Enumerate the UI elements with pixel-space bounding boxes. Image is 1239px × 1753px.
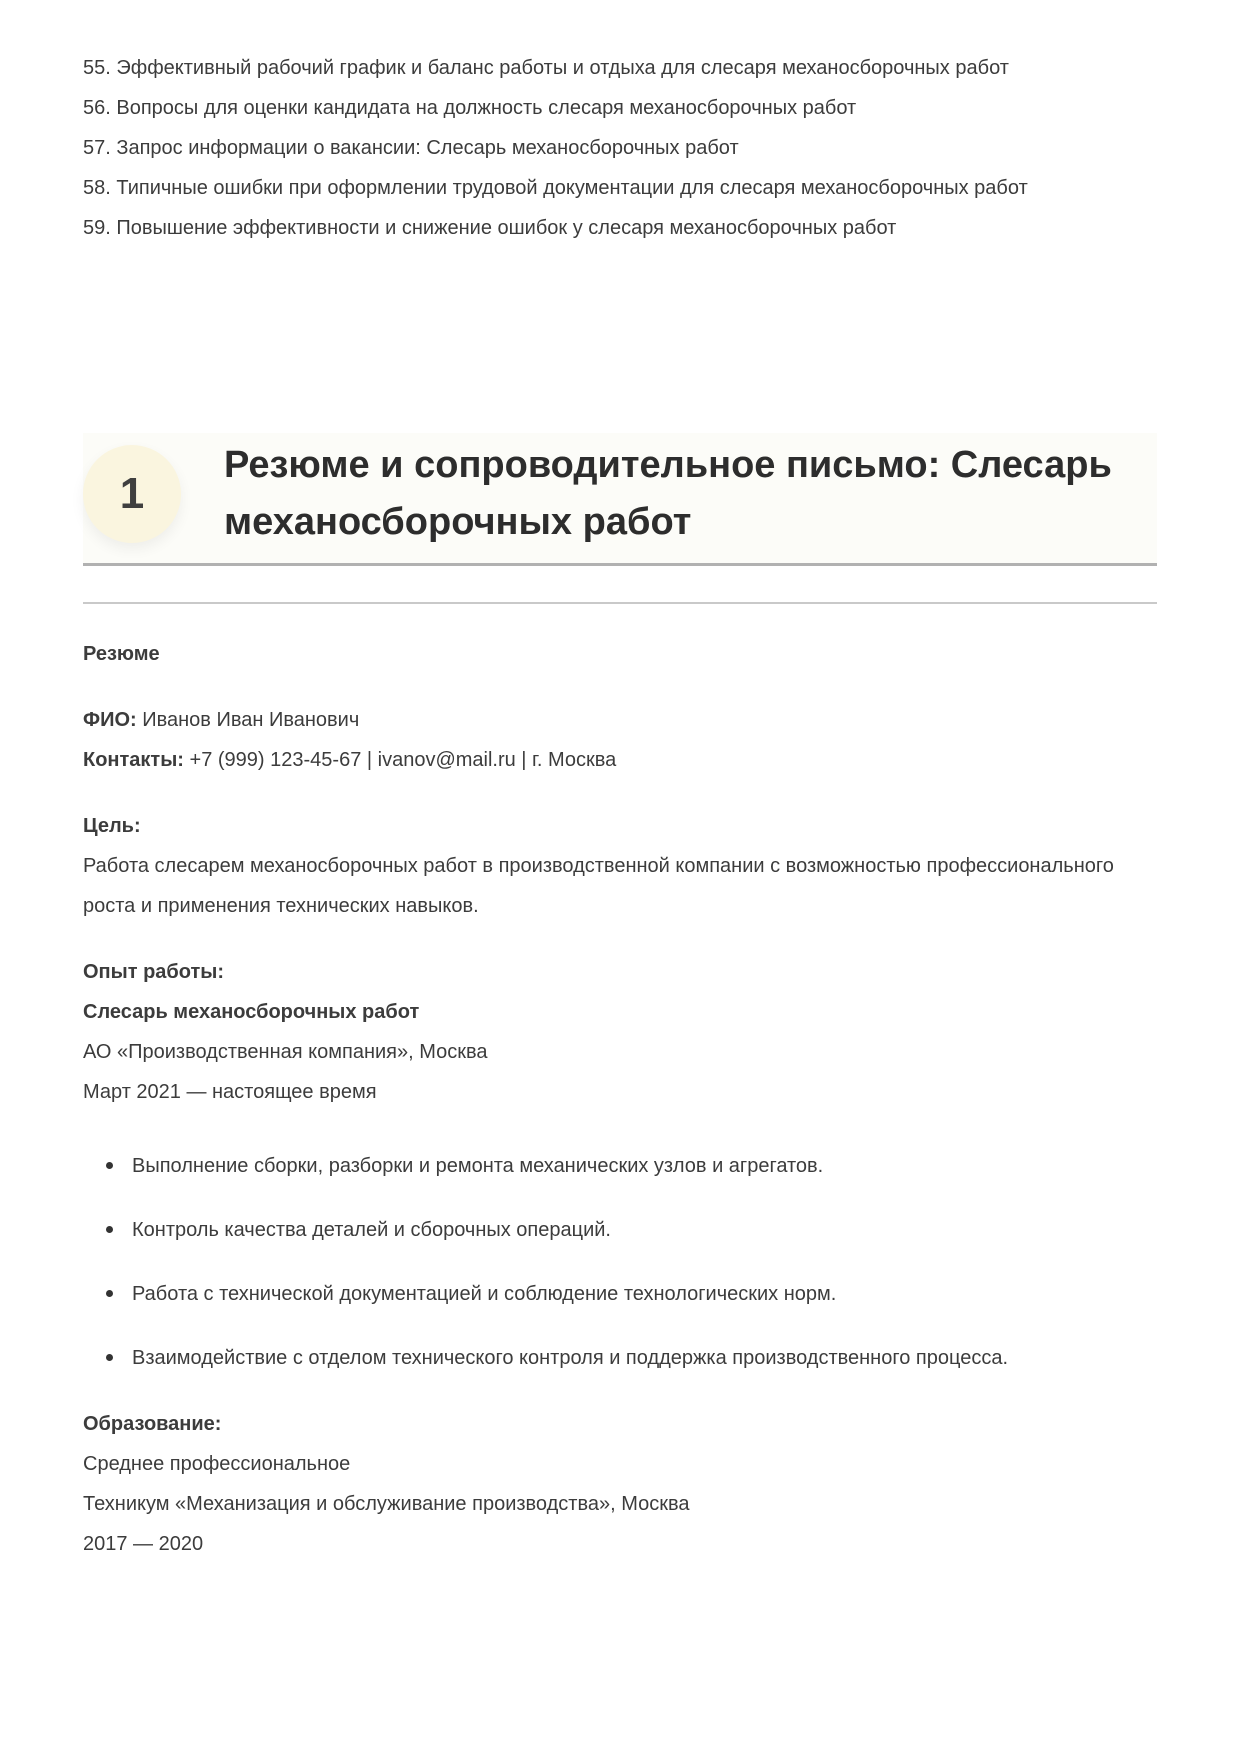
fio-value: Иванов Иван Иванович [142, 709, 360, 731]
experience-title: Слесарь механосборочных работ [83, 1001, 420, 1023]
education-block [83, 1404, 1157, 1564]
contacts-label: Контакты: [83, 749, 184, 771]
resume-content [83, 634, 1157, 1564]
contacts-line [83, 740, 1157, 780]
experience-bullet: Выполнение сборки, разборки и ремонта механических узлов и агрегатов. [132, 1146, 1117, 1186]
experience-label: Опыт работы: [83, 961, 225, 983]
education-years: 2017 — 2020 [83, 1533, 204, 1555]
section-title: Резюме и сопроводительное письмо: Слесарь механосборочных работ [224, 444, 1112, 543]
contact-block [83, 700, 1157, 780]
education-level: Среднее профессиональное [83, 1453, 351, 1475]
experience-bullet: Контроль качества деталей и сборочных операций. [132, 1210, 1117, 1250]
toc-item-58: 58. Типичные ошибки при оформлении трудовой документации для слесаря механосборочных работ [83, 177, 1028, 199]
resume-heading: Резюме [83, 643, 160, 665]
toc-item-57: 57. Запрос информации о вакансии: Слесарь механосборочных работ [83, 137, 739, 159]
goal-block [83, 806, 1157, 926]
experience-period: Март 2021 — настоящее время [83, 1081, 377, 1103]
experience-company: АО «Производственная компания», Москва [83, 1041, 488, 1063]
goal-text: Работа слесарем механосборочных работ в производственной компании с возможностью профессионального роста и применения технических навыков. [83, 855, 1114, 917]
experience-bullet-list [83, 1146, 1157, 1378]
section-divider [83, 602, 1157, 604]
education-school: Техникум «Механизация и обслуживание производства», Москва [83, 1493, 690, 1515]
section-header [83, 433, 1157, 566]
toc-item-56: 56. Вопросы для оценки кандидата на должность слесаря механосборочных работ [83, 97, 857, 119]
experience-bullet: Работа с технической документацией и соблюдение технологических норм. [132, 1274, 1117, 1314]
education-label: Образование: [83, 1413, 222, 1435]
experience-bullet: Взаимодействие с отделом технического контроля и поддержка производственного процесса. [132, 1338, 1117, 1378]
contacts-value: +7 (999) 123-45-67 | ivanov@mail.ru | г. Москва [189, 749, 617, 771]
fio-line [83, 700, 1157, 740]
goal-label: Цель: [83, 815, 141, 837]
fio-label: ФИО: [83, 709, 137, 731]
section-number: 1 [119, 469, 145, 518]
section-number-badge [83, 445, 181, 543]
toc-list [83, 48, 1157, 248]
toc-item-59: 59. Повышение эффективности и снижение ошибок у слесаря механосборочных работ [83, 217, 897, 239]
experience-block [83, 952, 1157, 1112]
toc-item-55: 55. Эффективный рабочий график и баланс работы и отдыха для слесаря механосборочных работ [83, 57, 1009, 79]
